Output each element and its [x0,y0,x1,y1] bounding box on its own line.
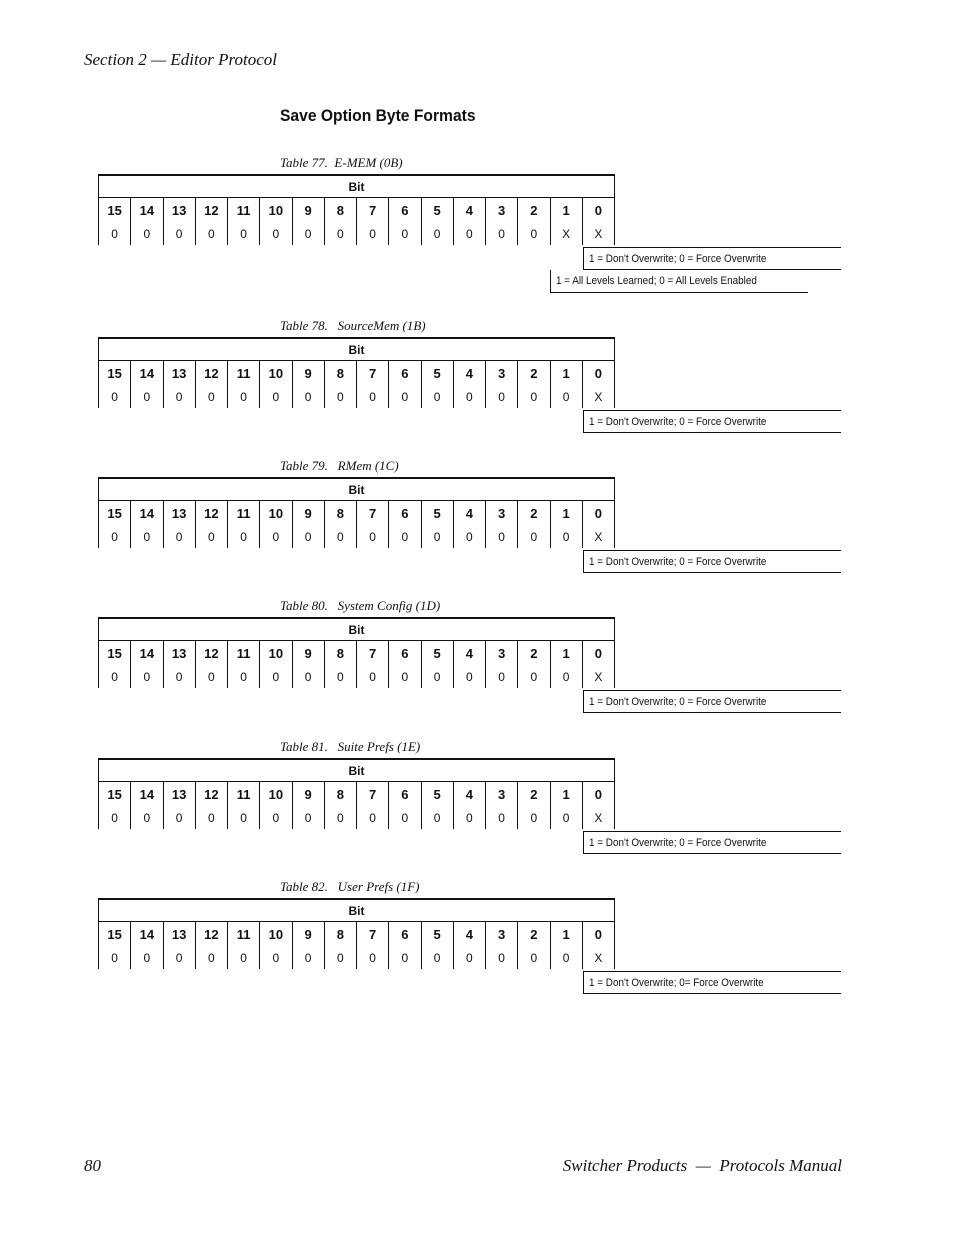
bit-value-cell: 0 [130,525,162,548]
bit-value-cell: 0 [356,222,388,245]
bit-value-cell: X [582,946,614,969]
bit-number-cell: 9 [292,922,324,946]
bit-number-cell: 8 [324,922,356,946]
bit-value-cell: 0 [259,806,291,829]
bit-value-cell: 0 [550,806,582,829]
bit-value-cell: 0 [517,385,549,408]
bit-value-cell: 0 [98,222,130,245]
bit-number-cell: 7 [356,501,388,525]
bit-value-cell: 0 [356,385,388,408]
bit-header: Bit [98,900,614,922]
bit-value-cell: 0 [292,385,324,408]
bit-number-row [98,361,614,385]
table-caption: Table 81. Suite Prefs (1E) [280,739,421,754]
bit-grid [98,617,615,688]
bit-number-cell: 4 [453,782,485,806]
bit-value-cell: 0 [517,665,549,688]
bit-value-cell: 0 [453,222,485,245]
bit-number-cell: 14 [130,198,162,222]
bit-number-cell: 8 [324,501,356,525]
bit-value-cell: 0 [163,222,195,245]
bit-value-cell: 0 [259,665,291,688]
bit-number-cell: 0 [582,922,614,946]
bit-number-cell: 7 [356,641,388,665]
bit-value-cell: 0 [292,946,324,969]
bit-description-note [583,690,841,713]
bit-number-cell: 15 [98,782,130,806]
bit-description-note [583,971,841,994]
bit-value-cell: 0 [453,385,485,408]
bit-value-cell: 0 [485,222,517,245]
bit-number-cell: 14 [130,641,162,665]
bit-value-cell: 0 [388,665,420,688]
bit-value-cell: 0 [130,222,162,245]
bit-number-cell: 4 [453,641,485,665]
bit-value-cell: 0 [195,525,227,548]
bit-value-cell: 0 [324,525,356,548]
bit-value-cell: 0 [163,525,195,548]
bit-value-cell: 0 [421,385,453,408]
bit-description-text: 1 = Don't Overwrite; 0 = Force Overwrite [589,415,767,428]
bit-description-note [583,831,841,854]
bit-number-cell: 15 [98,501,130,525]
bit-value-cell: 0 [453,946,485,969]
bit-description-note [583,550,841,573]
bit-grid [98,758,615,829]
bit-number-cell: 7 [356,198,388,222]
bit-number-cell: 3 [485,922,517,946]
bit-value-cell: 0 [227,806,259,829]
bit-number-cell: 3 [485,198,517,222]
bit-number-cell: 10 [259,641,291,665]
bit-number-cell: 9 [292,641,324,665]
bit-value-cell: 0 [130,665,162,688]
bit-number-cell: 2 [517,198,549,222]
bit-value-cell: 0 [227,946,259,969]
bit-value-cell: 0 [130,385,162,408]
bit-value-cell: 0 [517,525,549,548]
bit-value-cell: 0 [130,806,162,829]
bit-number-cell: 11 [227,641,259,665]
bit-number-cell: 12 [195,922,227,946]
bit-number-cell: 6 [388,641,420,665]
bit-value-cell: 0 [388,946,420,969]
bit-value-cell: 0 [259,946,291,969]
bit-number-cell: 11 [227,361,259,385]
bit-value-cell: 0 [98,385,130,408]
bit-header: Bit [98,176,614,198]
bit-number-cell: 8 [324,782,356,806]
bit-value-cell: 0 [421,946,453,969]
bit-value-cell: 0 [324,665,356,688]
section-title: Save Option Byte Formats [280,106,476,125]
bit-value-cell: 0 [195,665,227,688]
bit-description-note [583,410,841,433]
bit-value-cell: 0 [388,385,420,408]
bit-value-cell: 0 [485,806,517,829]
bit-number-row [98,198,614,222]
bit-number-cell: 5 [421,641,453,665]
bit-number-cell: 14 [130,501,162,525]
bit-grid [98,477,615,548]
bit-description-note [583,247,841,270]
bit-number-cell: 13 [163,782,195,806]
bit-number-cell: 5 [421,782,453,806]
bit-number-cell: 4 [453,501,485,525]
bit-number-cell: 11 [227,782,259,806]
bit-value-cell: 0 [388,222,420,245]
bit-value-cell: 0 [195,222,227,245]
bit-number-cell: 11 [227,922,259,946]
bit-number-cell: 12 [195,641,227,665]
bit-value-cell: 0 [292,525,324,548]
bit-number-cell: 13 [163,641,195,665]
bit-number-cell: 10 [259,198,291,222]
bit-value-cell: X [582,525,614,548]
bit-value-cell: 0 [292,806,324,829]
bit-value-cell: 0 [453,806,485,829]
bit-value-cell: 0 [517,806,549,829]
bit-value-cell: 0 [356,946,388,969]
bit-number-cell: 3 [485,361,517,385]
bit-value-cell: 0 [163,665,195,688]
bit-number-cell: 12 [195,361,227,385]
bit-value-cell: 0 [517,946,549,969]
bit-number-cell: 12 [195,198,227,222]
bit-number-cell: 4 [453,922,485,946]
bit-number-cell: 5 [421,198,453,222]
bit-number-cell: 15 [98,361,130,385]
bit-number-cell: 2 [517,501,549,525]
bit-number-cell: 13 [163,501,195,525]
manual-title: Switcher Products — Protocols Manual [562,1156,842,1175]
bit-number-cell: 9 [292,361,324,385]
bit-value-cell: 0 [421,222,453,245]
bit-value-cell: 0 [421,525,453,548]
bit-number-cell: 6 [388,782,420,806]
bit-value-cell: X [582,385,614,408]
bit-number-cell: 0 [582,782,614,806]
bit-value-cell: 0 [163,946,195,969]
bit-value-cell: 0 [517,222,549,245]
bit-number-cell: 9 [292,782,324,806]
bit-number-cell: 5 [421,361,453,385]
bit-value-cell: 0 [388,525,420,548]
bit-number-cell: 14 [130,361,162,385]
bit-value-cell: 0 [453,665,485,688]
bit-header: Bit [98,339,614,361]
bit-number-cell: 10 [259,501,291,525]
bit-value-cell: 0 [259,385,291,408]
table-caption: Table 82. User Prefs (1F) [280,879,420,894]
bit-number-cell: 11 [227,501,259,525]
bit-number-cell: 6 [388,501,420,525]
bit-number-cell: 1 [550,782,582,806]
bit-value-cell: 0 [130,946,162,969]
bit-number-cell: 15 [98,641,130,665]
table-caption: Table 78. SourceMem (1B) [280,318,426,333]
bit-value-cell: 0 [292,665,324,688]
bit-description-text: 1 = Don't Overwrite; 0 = Force Overwrite [589,555,767,568]
bit-number-cell: 15 [98,198,130,222]
bit-number-cell: 1 [550,198,582,222]
bit-grid [98,337,615,408]
bit-grid [98,898,615,969]
bit-value-cell: 0 [195,946,227,969]
bit-number-cell: 1 [550,361,582,385]
bit-number-cell: 11 [227,198,259,222]
bit-number-cell: 0 [582,501,614,525]
table-caption: Table 79. RMem (1C) [280,458,399,473]
bit-number-cell: 2 [517,361,549,385]
bit-number-cell: 9 [292,198,324,222]
bit-number-cell: 10 [259,361,291,385]
bit-description-text: 1 = All Levels Learned; 0 = All Levels Enabled [556,275,757,287]
bit-value-cell: 0 [227,222,259,245]
bit-grid [98,174,615,245]
bit-number-cell: 13 [163,361,195,385]
table-caption: Table 80. System Config (1D) [280,598,441,613]
bit-value-cell: X [582,806,614,829]
bit-number-cell: 2 [517,922,549,946]
bit-value-cell: 0 [98,525,130,548]
bit-number-cell: 8 [324,198,356,222]
bit-value-cell: 0 [356,806,388,829]
bit-value-row [98,385,614,408]
bit-description-text: 1 = Don't Overwrite; 0 = Force Overwrite [589,836,767,849]
bit-number-cell: 1 [550,501,582,525]
bit-number-cell: 3 [485,782,517,806]
bit-value-cell: 0 [485,665,517,688]
bit-number-cell: 12 [195,501,227,525]
bit-number-cell: 1 [550,641,582,665]
bit-value-row [98,806,614,829]
bit-value-cell: 0 [550,665,582,688]
bit-value-cell: X [582,665,614,688]
bit-header: Bit [98,760,614,782]
bit-value-cell: 0 [163,385,195,408]
bit-value-cell: 0 [324,946,356,969]
bit-value-cell: 0 [259,222,291,245]
bit-number-cell: 10 [259,922,291,946]
bit-number-row [98,782,614,806]
bit-value-cell: 0 [388,806,420,829]
bit-number-cell: 3 [485,641,517,665]
bit-number-cell: 2 [517,641,549,665]
bit-value-cell: X [550,222,582,245]
bit-number-row [98,922,614,946]
bit-value-cell: 0 [550,525,582,548]
bit-value-cell: 0 [227,665,259,688]
bit-value-cell: 0 [485,946,517,969]
bit-value-cell: 0 [356,525,388,548]
bit-value-row [98,525,614,548]
bit-number-cell: 1 [550,922,582,946]
bit-value-row [98,665,614,688]
bit-number-cell: 4 [453,198,485,222]
bit-number-cell: 0 [582,641,614,665]
bit-value-cell: 0 [98,665,130,688]
bit-number-cell: 2 [517,782,549,806]
bit-number-cell: 3 [485,501,517,525]
bit-number-cell: 6 [388,922,420,946]
bit-value-row [98,946,614,969]
bit-value-cell: 0 [550,385,582,408]
bit-value-cell: 0 [356,665,388,688]
bit-number-cell: 6 [388,361,420,385]
bit-value-cell: 0 [421,806,453,829]
bit-value-cell: 0 [98,806,130,829]
bit-value-cell: 0 [259,525,291,548]
bit-number-cell: 12 [195,782,227,806]
bit-value-cell: 0 [163,806,195,829]
bit-number-cell: 5 [421,922,453,946]
bit-description-note [550,270,808,293]
bit-value-cell: 0 [421,665,453,688]
bit-number-cell: 6 [388,198,420,222]
bit-value-cell: 0 [227,525,259,548]
bit-number-cell: 7 [356,922,388,946]
bit-value-cell: X [582,222,614,245]
bit-number-cell: 14 [130,782,162,806]
bit-number-cell: 15 [98,922,130,946]
bit-number-cell: 7 [356,361,388,385]
bit-value-cell: 0 [195,806,227,829]
bit-number-cell: 7 [356,782,388,806]
bit-description-text: 1 = Don't Overwrite; 0 = Force Overwrite [589,695,767,708]
bit-number-cell: 5 [421,501,453,525]
bit-number-cell: 13 [163,922,195,946]
bit-value-cell: 0 [324,806,356,829]
bit-number-cell: 10 [259,782,291,806]
table-caption: Table 77. E-MEM (0B) [280,155,403,170]
bit-header: Bit [98,479,614,501]
bit-number-cell: 8 [324,641,356,665]
bit-value-cell: 0 [453,525,485,548]
page-number: 80 [84,1156,101,1175]
bit-value-cell: 0 [195,385,227,408]
bit-number-cell: 0 [582,361,614,385]
bit-description-text: 1 = Don't Overwrite; 0 = Force Overwrite [589,252,767,265]
bit-number-cell: 13 [163,198,195,222]
bit-value-cell: 0 [98,946,130,969]
bit-value-cell: 0 [485,385,517,408]
running-header: Section 2 — Editor Protocol [84,50,277,69]
bit-value-cell: 0 [485,525,517,548]
bit-number-row [98,641,614,665]
bit-number-cell: 9 [292,501,324,525]
bit-value-cell: 0 [292,222,324,245]
bit-number-row [98,501,614,525]
bit-description-text: 1 = Don't Overwrite; 0= Force Overwrite [589,976,764,989]
bit-number-cell: 4 [453,361,485,385]
bit-number-cell: 0 [582,198,614,222]
bit-number-cell: 14 [130,922,162,946]
bit-header: Bit [98,619,614,641]
bit-value-cell: 0 [227,385,259,408]
bit-value-cell: 0 [324,222,356,245]
bit-value-cell: 0 [324,385,356,408]
bit-number-cell: 8 [324,361,356,385]
bit-value-row [98,222,614,245]
bit-value-cell: 0 [550,946,582,969]
